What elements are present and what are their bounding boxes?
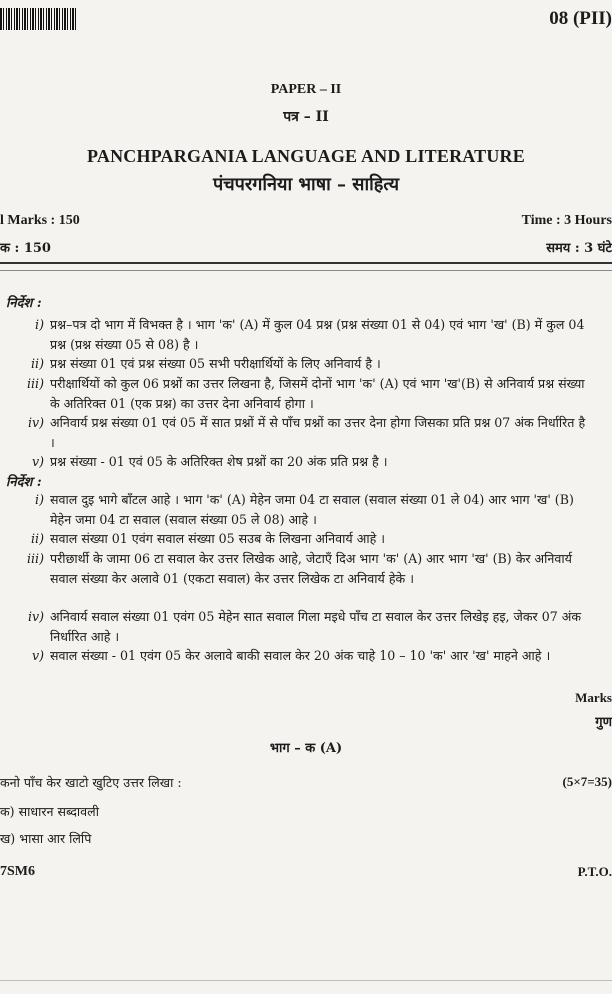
instruction-num: iv)	[27, 609, 44, 624]
full-marks-hi: क : 150	[0, 241, 51, 256]
paper-title-hi: पंचपरगनिया भाषा – साहित्य	[212, 174, 400, 195]
instruction-text: परीक्षार्थियों को कुल 06 प्रश्नों का उत्तर लिखना है, जिसमें दोनों भाग 'क' (A) एवं भाग 'ख'(B) से अनिवार्य प्रश्न संख्या के अतिरिक्त 01 (एक प्रश्न) का उत्तर देना अनिवार्य होगा ।	[50, 376, 585, 411]
instruction-num: iii)	[27, 376, 44, 391]
instruction-text: प्रश्न संख्या - 01 एवं 05 के अतिरिक्त शेष प्रश्नों का 20 अंक प्रति प्रश्न है ।	[50, 454, 388, 469]
instruction-item	[31, 354, 590, 374]
instruction-item	[35, 490, 590, 529]
marks-label-en: Marks	[575, 690, 612, 705]
question-marks: (5×7=35)	[562, 774, 612, 789]
section-heading: भाग – क (A)	[269, 741, 343, 756]
marks-label-hi: गुण	[595, 715, 612, 730]
instruction-text: प्रश्न संख्या 01 एवं प्रश्न संख्या 05 सभी परीक्षार्थियों के लिए अनिवार्य है ।	[50, 356, 381, 371]
question-text: कनो पाँच केर खाटो खुटिए उत्तर लिखा :	[0, 775, 182, 790]
instruction-num: iii)	[27, 551, 44, 566]
instruction-item	[31, 529, 590, 549]
instructions-heading-hi: निर्देश :	[6, 296, 42, 311]
instruction-item	[31, 452, 590, 472]
divider-thin	[0, 270, 612, 271]
instruction-text: सवाल संख्या - 01 एवंग 05 केर अलावे बाकी सवाल केर 20 अंक चाहे 10 – 10 'क' आर 'ख' माहने आहे ।	[50, 648, 551, 663]
instruction-item	[27, 607, 590, 646]
footer-code: 7SM6	[0, 864, 35, 879]
divider	[0, 262, 612, 264]
instruction-num: iv)	[27, 415, 44, 430]
instruction-item	[31, 646, 590, 666]
page-bottom-edge	[0, 980, 612, 981]
instruction-item	[27, 374, 590, 413]
instruction-num: i)	[35, 317, 44, 332]
question-option: क) साधारन सब्दावली	[0, 804, 99, 819]
instruction-text: अनिवार्य प्रश्न संख्या 01 एवं 05 में सात प्रश्नों में से पाँच प्रश्नों का उत्तर देना होगा जिसका प्रति प्रश्न 07 अंक निर्धारित है ।	[50, 415, 586, 450]
instruction-item	[35, 315, 590, 354]
instructions-heading-pg: निर्देश :	[6, 475, 42, 490]
instruction-num: v)	[31, 648, 44, 663]
paper-title-en: PANCHPARGANIA LANGUAGE AND LITERATURE	[87, 146, 525, 166]
instruction-text: प्रश्न–पत्र दो भाग में विभक्त है । भाग 'क' (A) में कुल 04 प्रश्न (प्रश्न संख्या 01 से 04) एवं भाग 'ख' (B) में कुल 04 प्रश्न (प्रश्न संख्या 05 से 08) है ।	[50, 317, 585, 352]
question-option: ख) भासा आर लिपि	[0, 831, 92, 846]
instruction-text: सवाल दुइ भागे बाँटल आहे । भाग 'क' (A) मेहेन जमा 04 टा सवाल (सवाल संख्या 01 ले 04) आर भाग 'ख' (B) मेहेन जमा 04 टा सवाल (सवाल संख्या 05 ले 08) आहे ।	[50, 492, 574, 527]
footer-pto: P.T.O.	[577, 864, 612, 879]
time-en: Time : 3 Hours	[521, 213, 612, 228]
paper-code: 08 (PII)	[549, 8, 612, 29]
instruction-num: ii)	[31, 356, 44, 371]
instruction-text: सवाल संख्या 01 एवंग सवाल संख्या 05 सउब के लिखना अनिवार्य आहे ।	[50, 531, 386, 546]
instruction-num: v)	[31, 454, 44, 469]
instruction-text: परीछार्थी के जामा 06 टा सवाल केर उत्तर लिखेक आहे, जेटाएँ दिअ भाग 'क' (A) आर भाग 'ख' (B) केर अनिवार्य सवाल संख्या केर अलावे 01 (एकटा सवाल) केर उत्तर लिखेक टा अनिवार्य हेके ।	[50, 551, 572, 586]
paper-label-hi: पत्र – II	[283, 109, 329, 125]
instruction-num: i)	[35, 492, 44, 507]
instruction-item	[27, 549, 590, 588]
full-marks-en: l Marks : 150	[0, 213, 80, 228]
barcode	[0, 8, 78, 30]
time-hi: समय : 3 घंटे	[546, 241, 612, 256]
paper-label-en: PAPER – II	[270, 82, 342, 97]
instruction-item	[27, 413, 590, 452]
instruction-text: अनिवार्य सवाल संख्या 01 एवंग 05 मेहेन सात सवाल गिला मइधे पाँच टा सवाल केर उत्तर लिखेइ हइ, जेकर 07 अंक निर्धारित आहे ।	[50, 609, 582, 644]
instruction-num: ii)	[31, 531, 44, 546]
